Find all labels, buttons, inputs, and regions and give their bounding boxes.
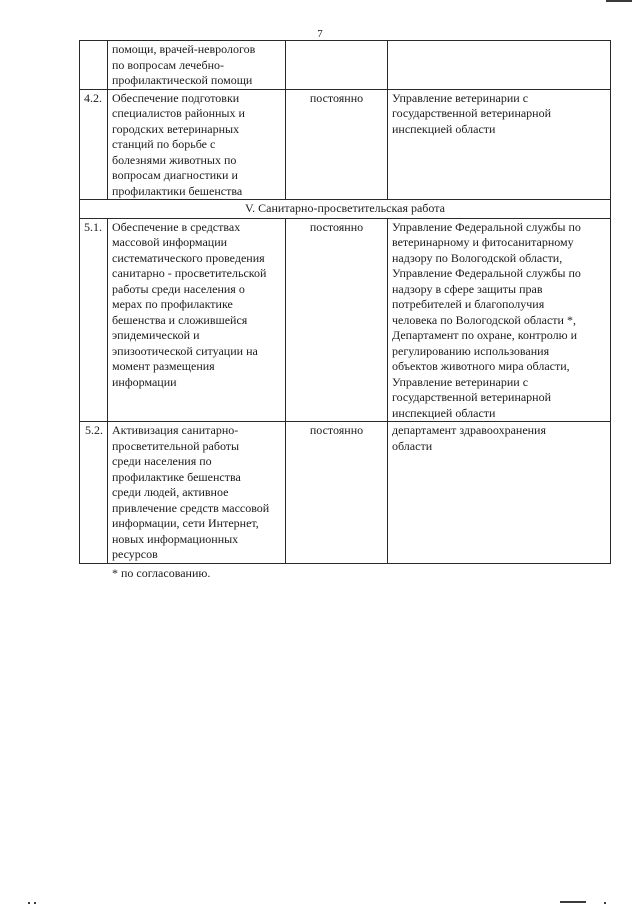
row-number xyxy=(80,41,108,90)
text-line: помощи, врачей-неврологов xyxy=(112,42,256,56)
text-line: специалистов районных и xyxy=(112,106,245,120)
text-line: момент размещения xyxy=(112,359,215,373)
table-row xyxy=(80,41,611,90)
scan-artifact xyxy=(606,0,632,2)
text-line: информации, сети Интернет, xyxy=(112,516,259,530)
text-line: мерах по профилактике xyxy=(112,297,233,311)
text-line: инспекцией области xyxy=(392,121,496,136)
measure-description xyxy=(108,41,286,90)
text-line: человека по Вологодской области *, xyxy=(392,312,576,327)
text-line: новых информационных xyxy=(112,531,239,546)
text-line: инспекцией области xyxy=(392,405,496,420)
text-line: регулированию использования xyxy=(392,343,550,358)
text-line: области xyxy=(392,438,433,453)
text-line: станций по борьбе с xyxy=(112,137,216,151)
measure-executor xyxy=(388,89,611,200)
text-line: профилактики бешенства xyxy=(112,183,243,198)
scan-artifact xyxy=(604,902,606,904)
text-line: Департамент по охране, контролю и xyxy=(392,328,577,342)
text-line: городских ветеринарных xyxy=(112,121,240,136)
measure-description xyxy=(108,89,286,200)
measures-table xyxy=(79,40,611,564)
text-line: по вопросам лечебно- xyxy=(112,57,225,72)
text-line: среди людей, активное xyxy=(112,485,229,499)
scan-artifact xyxy=(560,901,586,903)
text-line: Управление Федеральной службы по xyxy=(392,219,581,234)
table-row xyxy=(80,422,611,564)
text-line: болезнями животных по xyxy=(112,152,237,167)
scan-artifact xyxy=(28,902,30,904)
row-number: 5.1. xyxy=(80,218,108,422)
table-row xyxy=(80,218,611,422)
text-line: бешенства и сложившейся xyxy=(112,312,248,327)
text-line: департамент здравоохранения xyxy=(392,423,547,437)
text-line: просветительной работы xyxy=(112,438,240,453)
text-line: надзору по Вологодской области, xyxy=(392,250,563,265)
text-line: государственной ветеринарной xyxy=(392,390,552,404)
text-line: профилактической помощи xyxy=(112,73,253,87)
text-line: массовой информации xyxy=(112,235,228,249)
text-line: систематического проведения xyxy=(112,250,265,265)
measure-executor xyxy=(388,218,611,422)
text-line: надзору в сфере защиты прав xyxy=(392,281,543,296)
text-line: вопросам диагностики и xyxy=(112,168,238,182)
text-line: объектов животного мира области, xyxy=(392,359,570,373)
text-line: Управление ветеринарии с xyxy=(392,90,529,105)
text-line: эпизоотической ситуации на xyxy=(112,343,258,358)
measure-description xyxy=(108,422,286,564)
section-header-row xyxy=(80,200,611,219)
text-line: работы среди населения о xyxy=(112,281,245,296)
scan-artifact xyxy=(34,902,36,904)
text-line: среди населения по xyxy=(112,454,212,468)
measure-description xyxy=(108,218,286,422)
table-row xyxy=(80,89,611,200)
text-line: профилактике бешенства xyxy=(112,469,241,484)
text-line: ресурсов xyxy=(112,547,158,561)
text-line: Управление ветеринарии с xyxy=(392,374,529,389)
text-line: Управление Федеральной службы по xyxy=(392,266,581,280)
text-line: Обеспечение подготовки xyxy=(112,90,240,105)
text-line: государственной ветеринарной xyxy=(392,106,552,120)
text-line: Обеспечение в средствах xyxy=(112,219,241,234)
measure-term: постоянно xyxy=(286,422,388,564)
text-line: санитарно - просветительской xyxy=(112,266,267,280)
text-line: привлечение средств массовой xyxy=(112,500,270,515)
measure-term: постоянно xyxy=(286,89,388,200)
text-line: потребителей и благополучия xyxy=(392,297,545,311)
row-number: 4.2. xyxy=(80,89,108,200)
text-line: Активизация санитарно- xyxy=(112,423,239,437)
row-number: 5.2. xyxy=(80,422,108,564)
text-line: ветеринарному и фитосанитарному xyxy=(392,235,574,249)
measure-term xyxy=(286,41,388,90)
page-number: 7 xyxy=(317,28,323,40)
text-line: эпидемической и xyxy=(112,328,200,342)
footnote: * по согласованию. xyxy=(112,566,211,580)
measure-executor xyxy=(388,422,611,564)
measure-executor xyxy=(388,41,611,90)
text-line: информации xyxy=(112,374,177,389)
measure-term: постоянно xyxy=(286,218,388,422)
section-title: V. Санитарно-просветительская работа xyxy=(80,200,611,219)
